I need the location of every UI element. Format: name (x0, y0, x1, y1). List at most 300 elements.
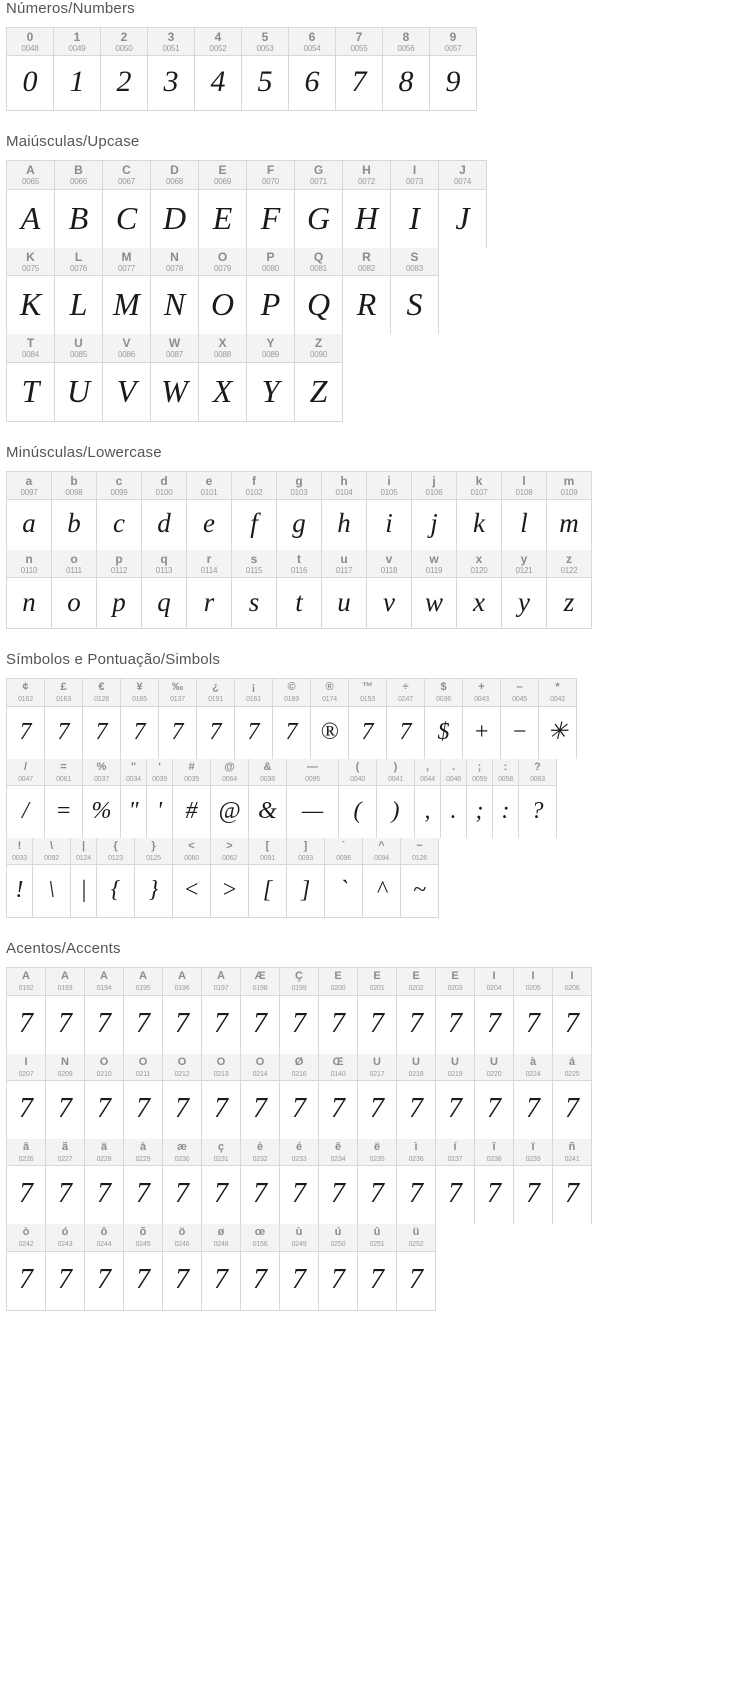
glyph-cell[interactable] (124, 1139, 163, 1224)
glyph-cell[interactable] (547, 472, 592, 550)
glyph-cell[interactable] (280, 1054, 319, 1139)
glyph-character-label: @ (224, 761, 235, 773)
glyph-cell[interactable] (514, 1139, 553, 1224)
glyph-cell[interactable] (199, 248, 247, 334)
glyph-cell-header (85, 1139, 123, 1166)
glyph-cell[interactable] (7, 472, 52, 550)
glyph-cell[interactable] (280, 1139, 319, 1224)
glyph-cell[interactable] (124, 1054, 163, 1139)
glyph-cell-header (280, 968, 318, 995)
glyph-cell[interactable] (46, 1139, 85, 1224)
glyph-code-label: 0105 (380, 487, 398, 497)
glyph-character-label: h (340, 474, 348, 488)
glyph-preview (7, 1166, 45, 1224)
glyph-cell[interactable] (85, 1054, 124, 1139)
glyph-cell[interactable] (322, 472, 367, 550)
glyph-cell-header (367, 472, 411, 500)
glyph-preview-text: ' (156, 798, 163, 825)
glyph-cell[interactable] (241, 1139, 280, 1224)
glyph-preview (553, 1166, 591, 1224)
glyph-code-label: 0091 (260, 855, 275, 863)
glyph-cell[interactable] (142, 550, 187, 628)
glyph-cell[interactable] (163, 1054, 202, 1139)
glyph-cell[interactable] (163, 968, 202, 1053)
glyph-cell[interactable] (197, 679, 235, 758)
glyph-preview-text: + (473, 718, 490, 745)
glyph-cell[interactable] (493, 759, 519, 838)
glyph-cell[interactable] (55, 161, 103, 247)
glyph-character-label: i (387, 474, 391, 488)
glyph-preview (7, 190, 54, 248)
glyph-cell[interactable] (463, 679, 501, 758)
glyph-cell[interactable] (553, 1139, 592, 1224)
glyph-cell-header (273, 679, 310, 706)
glyph-character-label: 2 (120, 31, 128, 44)
glyph-preview-text: 7 (58, 1093, 72, 1125)
glyph-code-label: 0053 (256, 44, 274, 53)
glyph-cell[interactable] (7, 1054, 46, 1139)
glyph-preview (199, 190, 246, 248)
glyph-preview (553, 1081, 591, 1139)
glyph-row (6, 1054, 592, 1139)
glyph-character-label: Ë (451, 971, 459, 983)
glyph-cell[interactable] (187, 472, 232, 550)
glyph-cell[interactable] (45, 759, 83, 838)
glyph-cell[interactable] (55, 248, 103, 334)
glyph-preview-text: ) (391, 798, 400, 825)
glyph-preview (547, 500, 591, 550)
glyph-cell[interactable] (475, 1139, 514, 1224)
glyph-cell[interactable] (52, 550, 97, 628)
glyph-code-label: 0068 (166, 177, 183, 187)
glyph-cell[interactable] (121, 679, 159, 758)
glyph-cell[interactable] (83, 679, 121, 758)
glyph-cell-header (387, 679, 424, 706)
glyph-cell-header (514, 968, 552, 995)
glyph-cell[interactable] (103, 161, 151, 247)
glyph-cell[interactable] (475, 1054, 514, 1139)
glyph-cell[interactable] (277, 550, 322, 628)
glyph-cell[interactable] (173, 759, 211, 838)
glyph-cell[interactable] (547, 550, 592, 628)
glyph-character-label: Û (451, 1056, 459, 1068)
glyph-preview (85, 1252, 123, 1310)
glyph-cell-header (519, 759, 556, 786)
glyph-cell-header (343, 161, 390, 189)
glyph-cell[interactable] (173, 838, 211, 917)
glyph-cell[interactable] (287, 759, 339, 838)
glyph-cell[interactable] (387, 679, 425, 758)
glyph-cell[interactable] (295, 334, 343, 420)
glyph-preview-text: 1 (69, 65, 85, 99)
glyph-preview (163, 1166, 201, 1224)
glyph-preview-text: 7 (19, 1178, 33, 1210)
glyph-preview-text: I (409, 199, 420, 236)
glyph-cell-header (358, 1054, 396, 1081)
glyph-cell-header (173, 759, 210, 786)
glyph-cell[interactable] (436, 1139, 475, 1224)
glyph-cell-header (277, 550, 321, 578)
glyph-cell[interactable] (287, 838, 325, 917)
glyph-row (6, 678, 577, 758)
glyph-cell[interactable] (280, 1224, 319, 1309)
glyph-character-label: 1 (73, 31, 81, 44)
glyph-cell[interactable] (241, 1224, 280, 1309)
glyph-cell[interactable] (33, 838, 71, 917)
glyph-cell[interactable] (241, 968, 280, 1053)
glyph-cell[interactable] (457, 550, 502, 628)
glyph-cell[interactable] (7, 838, 33, 917)
glyph-preview (7, 786, 44, 838)
glyph-cell[interactable] (45, 679, 83, 758)
glyph-preview (277, 578, 321, 628)
glyph-preview (289, 56, 335, 110)
glyph-preview (121, 786, 146, 838)
glyph-preview-text: 7 (565, 1178, 579, 1210)
glyph-cell[interactable] (135, 838, 173, 917)
glyph-preview-text: { (110, 877, 121, 904)
glyph-cell[interactable] (430, 28, 477, 110)
glyph-cell-header (46, 968, 84, 995)
glyph-preview (311, 707, 348, 759)
glyph-preview (412, 578, 456, 628)
glyph-code-label: 0075 (22, 263, 39, 273)
glyph-cell-header (147, 759, 172, 786)
glyph-cell-header (319, 1054, 357, 1081)
glyph-cell[interactable] (7, 968, 46, 1053)
glyph-cell[interactable] (202, 1224, 241, 1309)
glyph-cell[interactable] (519, 759, 557, 838)
glyph-character-label: ÷ (402, 682, 409, 694)
glyph-character-label: ™ (362, 682, 373, 694)
glyph-cell[interactable] (319, 1224, 358, 1309)
glyph-code-label: 0039 (152, 775, 167, 783)
glyph-preview-text: 7 (361, 718, 374, 745)
glyph-cell[interactable] (358, 1224, 397, 1309)
glyph-cell[interactable] (142, 472, 187, 550)
glyph-cell[interactable] (85, 1224, 124, 1309)
glyph-cell-header (436, 1139, 474, 1166)
glyph-cell[interactable] (502, 550, 547, 628)
glyph-character-label: . (451, 761, 456, 773)
glyph-cell-header (247, 161, 294, 189)
glyph-cell-header (441, 759, 466, 786)
glyph-preview (425, 707, 462, 759)
glyph-cell[interactable] (295, 161, 343, 247)
glyph-preview (103, 276, 150, 334)
glyph-cell[interactable] (502, 472, 547, 550)
glyph-code-label: 0239 (525, 1156, 541, 1164)
glyph-cell[interactable] (7, 550, 52, 628)
glyph-cell[interactable] (202, 968, 241, 1053)
glyph-preview (7, 1081, 45, 1139)
glyph-preview-text: 7 (58, 1007, 72, 1039)
glyph-character-label: ö (178, 1227, 186, 1239)
glyph-cell[interactable] (46, 968, 85, 1053)
glyph-cell[interactable] (391, 161, 439, 247)
glyph-preview (7, 56, 53, 110)
glyph-row (6, 248, 439, 334)
glyph-code-label: 0196 (174, 985, 190, 993)
glyph-cell[interactable] (397, 1224, 436, 1309)
glyph-preview (7, 363, 54, 421)
glyph-cell[interactable] (124, 968, 163, 1053)
glyph-cell[interactable] (124, 1224, 163, 1309)
glyph-cell[interactable] (319, 968, 358, 1053)
glyph-cell[interactable] (439, 161, 487, 247)
glyph-cell[interactable] (235, 679, 273, 758)
glyph-cell[interactable] (97, 472, 142, 550)
glyph-cell[interactable] (52, 472, 97, 550)
glyph-cell[interactable] (151, 161, 199, 247)
glyph-cell-header (163, 1139, 201, 1166)
glyph-character-label: T (26, 337, 35, 351)
glyph-cell[interactable] (336, 28, 383, 110)
glyph-cell[interactable] (401, 838, 439, 917)
glyph-cell[interactable] (7, 1139, 46, 1224)
glyph-preview-text: j (430, 508, 438, 539)
glyph-cell[interactable] (358, 968, 397, 1053)
glyph-character-label: Ó (138, 1056, 148, 1068)
glyph-preview-text: $ (437, 718, 450, 745)
glyph-cell[interactable] (319, 1139, 358, 1224)
glyph-cell[interactable] (85, 968, 124, 1053)
glyph-cell[interactable] (147, 759, 173, 838)
glyph-preview-text: n (22, 586, 36, 617)
glyph-cell[interactable] (85, 1139, 124, 1224)
glyph-cell[interactable] (539, 679, 577, 758)
glyph-cell[interactable] (415, 759, 441, 838)
glyph-cell-header (249, 759, 286, 786)
glyph-preview-text: 7 (97, 1178, 111, 1210)
glyph-cell[interactable] (457, 472, 502, 550)
glyph-cell[interactable] (358, 1139, 397, 1224)
glyph-cell[interactable] (232, 550, 277, 628)
glyph-cell-header (199, 248, 246, 276)
glyph-cell[interactable] (148, 28, 195, 110)
glyph-cell[interactable] (514, 1054, 553, 1139)
glyph-cell-header (249, 838, 286, 865)
glyph-cell[interactable] (103, 248, 151, 334)
glyph-preview-text: = (55, 798, 72, 825)
glyph-code-label: 0235 (369, 1156, 385, 1164)
glyph-cell-header (7, 759, 44, 786)
glyph-cell[interactable] (391, 248, 439, 334)
glyph-cell[interactable] (343, 248, 391, 334)
glyph-cell-header (415, 759, 440, 786)
glyph-code-label: 0102 (245, 487, 263, 497)
glyph-character-label: ^ (378, 841, 385, 853)
glyph-cell[interactable] (249, 838, 287, 917)
glyph-preview-text: c (113, 508, 125, 539)
glyph-cell[interactable] (553, 968, 592, 1053)
glyph-preview-text: 7 (351, 65, 367, 99)
glyph-cell[interactable] (151, 334, 199, 420)
glyph-cell[interactable] (295, 248, 343, 334)
glyph-cell-header (311, 679, 348, 706)
glyph-preview (7, 276, 54, 334)
glyph-cell-header (7, 28, 53, 56)
glyph-cell[interactable] (367, 472, 412, 550)
glyph-cell[interactable] (475, 968, 514, 1053)
glyph-preview (147, 786, 172, 838)
glyph-preview-text: 7 (175, 1007, 189, 1039)
glyph-cell[interactable] (553, 1054, 592, 1139)
glyph-preview (457, 500, 501, 550)
glyph-cell[interactable] (101, 28, 148, 110)
glyph-cell[interactable] (195, 28, 242, 110)
glyph-cell[interactable] (7, 161, 55, 247)
glyph-code-label: 0117 (335, 565, 353, 575)
glyph-cell[interactable] (71, 838, 97, 917)
glyph-cell-header (277, 472, 321, 500)
glyph-preview (415, 786, 440, 838)
glyph-grid (6, 471, 730, 630)
glyph-cell[interactable] (363, 838, 401, 917)
glyph-cell[interactable] (467, 759, 493, 838)
glyph-cell-header (7, 838, 32, 865)
glyph-preview (441, 786, 466, 838)
glyph-cell[interactable] (151, 248, 199, 334)
glyph-cell[interactable] (199, 334, 247, 420)
glyph-cell[interactable] (339, 759, 377, 838)
glyph-cell[interactable] (242, 28, 289, 110)
glyph-cell[interactable] (397, 968, 436, 1053)
glyph-cell-header (97, 838, 134, 865)
glyph-preview-text: 7 (253, 1093, 267, 1125)
glyph-preview-text: M (113, 286, 140, 323)
glyph-code-label: 0045 (512, 696, 527, 704)
glyph-cell[interactable] (501, 679, 539, 758)
glyph-cell[interactable] (514, 968, 553, 1053)
glyph-cell[interactable] (358, 1054, 397, 1139)
glyph-cell-header (211, 759, 248, 786)
glyph-preview (173, 865, 210, 917)
glyph-character-label: M (121, 250, 132, 264)
glyph-preview (280, 996, 318, 1054)
glyph-cell[interactable] (247, 248, 295, 334)
glyph-preview-text: W (161, 372, 188, 409)
glyph-row (6, 27, 477, 111)
glyph-cell[interactable] (441, 759, 467, 838)
glyph-preview-text: ; (475, 798, 484, 825)
glyph-code-label: 0153 (360, 696, 375, 704)
glyph-cell[interactable] (7, 28, 54, 110)
glyph-cell-header (358, 1224, 396, 1251)
glyph-cell[interactable] (7, 679, 45, 758)
glyph-cell[interactable] (247, 334, 295, 420)
glyph-cell[interactable] (289, 28, 336, 110)
glyph-preview (319, 1081, 357, 1139)
glyph-cell[interactable] (202, 1139, 241, 1224)
glyph-preview-text: & (258, 798, 277, 825)
glyph-cell[interactable] (159, 679, 197, 758)
glyph-cell[interactable] (46, 1224, 85, 1309)
glyph-cell[interactable] (325, 838, 363, 917)
glyph-cell[interactable] (232, 472, 277, 550)
glyph-cell[interactable] (273, 679, 311, 758)
glyph-cell[interactable] (46, 1054, 85, 1139)
glyph-cell[interactable] (241, 1054, 280, 1139)
glyph-cell[interactable] (55, 334, 103, 420)
glyph-cell[interactable] (7, 1224, 46, 1309)
glyph-preview (322, 578, 366, 628)
glyph-cell[interactable] (311, 679, 349, 758)
glyph-cell[interactable] (343, 161, 391, 247)
glyph-cell[interactable] (349, 679, 387, 758)
glyph-character-label: $ (440, 682, 447, 694)
glyph-cell[interactable] (377, 759, 415, 838)
glyph-cell[interactable] (121, 759, 147, 838)
glyph-cell[interactable] (7, 248, 55, 334)
glyph-cell[interactable] (247, 161, 295, 247)
glyph-character-label: a (25, 474, 33, 488)
glyph-cell[interactable] (83, 759, 121, 838)
glyph-character-label: + (478, 682, 485, 694)
glyph-preview-text: v (383, 586, 395, 617)
glyph-preview (159, 707, 196, 759)
glyph-preview (85, 1081, 123, 1139)
glyph-cell[interactable] (322, 550, 367, 628)
glyph-cell[interactable] (7, 334, 55, 420)
glyph-code-label: 0059 (472, 775, 487, 783)
glyph-preview (151, 276, 198, 334)
glyph-cell[interactable] (412, 472, 457, 550)
glyph-cell-header (7, 1139, 45, 1166)
glyph-code-label: 0099 (110, 487, 128, 497)
glyph-preview-text: 7 (292, 1178, 306, 1210)
glyph-cell[interactable] (436, 1054, 475, 1139)
glyph-preview-text: 7 (448, 1093, 462, 1125)
glyph-preview-text: @ (218, 798, 241, 825)
glyph-cell[interactable] (163, 1224, 202, 1309)
glyph-cell[interactable] (187, 550, 232, 628)
glyph-cell-header (199, 161, 246, 189)
glyph-cell[interactable] (199, 161, 247, 247)
glyph-cell[interactable] (54, 28, 101, 110)
glyph-preview (430, 56, 476, 110)
glyph-cell[interactable] (412, 550, 457, 628)
glyph-cell[interactable] (103, 334, 151, 420)
glyph-cell[interactable] (280, 968, 319, 1053)
glyph-cell[interactable] (397, 1054, 436, 1139)
glyph-cell[interactable] (7, 759, 45, 838)
glyph-cell[interactable] (425, 679, 463, 758)
glyph-cell[interactable] (97, 550, 142, 628)
section-numbers (0, 0, 730, 111)
glyph-cell[interactable] (163, 1139, 202, 1224)
glyph-cell[interactable] (436, 968, 475, 1053)
glyph-cell[interactable] (367, 550, 412, 628)
glyph-cell[interactable] (397, 1139, 436, 1224)
glyph-cell-header (197, 679, 234, 706)
glyph-character-label: ô (100, 1227, 108, 1239)
glyph-code-label: 0096 (336, 855, 351, 863)
glyph-code-label: 0070 (262, 177, 279, 187)
glyph-code-label: 0248 (213, 1241, 229, 1249)
glyph-cell[interactable] (383, 28, 430, 110)
glyph-cell-header (195, 28, 241, 56)
glyph-cell[interactable] (211, 759, 249, 838)
glyph-cell[interactable] (202, 1054, 241, 1139)
glyph-cell[interactable] (211, 838, 249, 917)
glyph-cell[interactable] (97, 838, 135, 917)
glyph-character-label: X (218, 337, 227, 351)
glyph-cell[interactable] (249, 759, 287, 838)
glyph-cell-header (467, 759, 492, 786)
glyph-cell[interactable] (319, 1054, 358, 1139)
glyph-cell[interactable] (277, 472, 322, 550)
